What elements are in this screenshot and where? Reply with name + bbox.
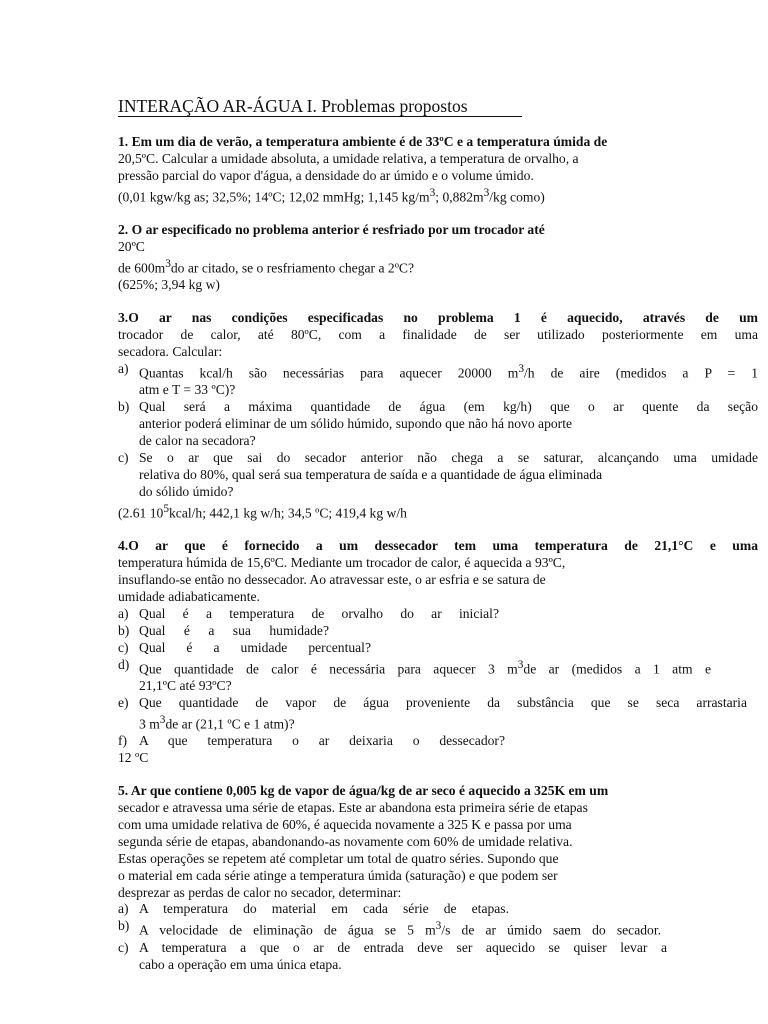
problem-2 <box>118 222 758 294</box>
problem-3-item-a: a) Quantas kcal/h são necessárias para aquecer 20000 $m^3/h$ de aire (medidos a P = 1 atm e T = 33 ºC)? <box>118 361 758 398</box>
problem-5-line: desprezar as perdas de calor no secador, determinar: <box>118 884 402 900</box>
problem-4-item-a: a) Qual é a temperatura de orvalho do ar inicial? <box>118 605 499 621</box>
problem-5-line: com uma umidade relativa de 60%, é aquecida novamente a 325 K e passa por uma <box>118 816 572 832</box>
problem-4-item-e: e) Que quantidade de vapor de água proveniente da substância que se seca arrastaria 3 $m^3de$ ar (21,1 ºC e 1 atm)? <box>118 694 747 732</box>
problem-5-line: o material em cada série atinge a temperatura úmida (saturação) e que podem ser <box>118 867 558 883</box>
problem-3-answer: (2.61 $10^5kcal/h$; 442,1 kg w/h; 34,5 ºC; 419,4 kg w/h <box>118 502 407 521</box>
problem-5-line: secador e atravessa uma série de etapas. Este ar abandona esta primeira série de etapas <box>118 800 588 815</box>
problem-1-answer: (0,01 kgw/kg as; 32,5%; 14ºC; 12,02 mmHg; 1,145 $kg/m^3$; $0,882m^3/kg$ como) <box>118 186 545 205</box>
problem-2-answer: (625%; 3,94 kg w) <box>118 277 220 293</box>
problem-1-line: pressão parcial do vapor d'água, a densidade do ar úmido e o volume úmido. <box>118 167 534 183</box>
problem-4-line: insuflando-se então no dessecador. Ao atravessar este, o ar esfria e se satura de <box>118 572 546 588</box>
problem-4-item-c: c) Qual é a umidade percentual? <box>118 639 371 655</box>
problem-5 <box>118 783 758 974</box>
problem-4-line: umidade adiabaticamente. <box>118 588 260 604</box>
problem-3-line: trocador de calor, até 80ºC, com a finalidade de ser utilizado posteriormente em uma <box>118 327 758 343</box>
problem-4-answer: 12 ºC <box>118 750 149 766</box>
problem-1 <box>118 134 758 206</box>
problem-4-item-f: f) A que temperatura o ar deixaria o dessecador? <box>118 733 505 749</box>
problem-1-statement: 1. Em um dia de verão, a temperatura ambiente é de 33ºC e a temperatura úmida de <box>118 134 608 149</box>
problem-5-line: Estas operações se repetem até completar um total de quatro séries. Supondo que <box>118 850 559 866</box>
problem-5-item-b: b) A velocidade de eliminação de água se 5 $m^3/s$ de ar úmido saem do secador. <box>118 918 662 938</box>
problem-5-item-c: c) A temperatura a que o ar de entrada deve ser aquecido se quiser levar a cabo a operação em uma única etapa. <box>118 939 667 972</box>
problem-2-line: 20ºC <box>118 239 145 255</box>
problem-3-line: secadora. Calcular: <box>118 344 223 360</box>
problem-3-item-b: b) Qual será a máxima quantidade de água (em kg/h) que o ar quente da seção anterior poderá eliminar de um sólido húmido, supondo que não há novo aporte de calor na secadora? <box>118 399 758 449</box>
problem-4-statement: 4.O ar que é fornecido a um dessecador tem uma temperatura de 21,1°C e uma <box>118 538 758 554</box>
problem-3 <box>118 310 758 522</box>
page-title: INTERAÇÃO AR-ÁGUA I. Problemas propostos <box>118 96 522 117</box>
problem-5-line: segunda série de etapas, abandonando-as novamente com 60% de umidade relativa. <box>118 833 573 849</box>
problem-4 <box>118 538 758 767</box>
problem-3-item-c: c) Se o ar que sai do secador anterior não chega a se saturar, alcançando uma umidade relativa do 80%, qual será sua temperatura de saída e a quantidade de água eliminada do sólido úmido? <box>118 450 758 499</box>
problem-2-statement: 2. O ar especificado no problema anterior é resfriado por um trocador até <box>118 222 545 238</box>
problem-5-statement: 5. Ar que contiene 0,005 kg de vapor de água/kg de ar seco é aquecido a 325K em um <box>118 783 609 799</box>
problem-4-item-d: d) Que quantidade de calor é necessária para aquecer 3 $m^3de$ ar (medidos a 1 atm e 21,1ºC até 93ºC? <box>118 656 711 694</box>
problem-1-line: 20,5ºC. Calcular a umidade absoluta, a umidade relativa, a temperatura de orvalho, a <box>118 150 579 166</box>
problem-5-item-a: a) A temperatura do material em cada série de etapas. <box>118 901 509 917</box>
problem-4-line: temperatura húmida de 15,6ºC. Mediante um trocador de calor, é aquecida a 93ºC, <box>118 555 566 571</box>
problem-3-statement: 3.O ar nas condições especificadas no problema 1 é aquecido, através de um <box>118 310 758 326</box>
problem-4-item-b: b) Qual é a sua humidade? <box>118 622 329 638</box>
document-page <box>118 96 758 990</box>
problem-2-line: de $600m^3do$ ar citado, se o resfriamento chegar a 2ºC? <box>118 257 415 276</box>
